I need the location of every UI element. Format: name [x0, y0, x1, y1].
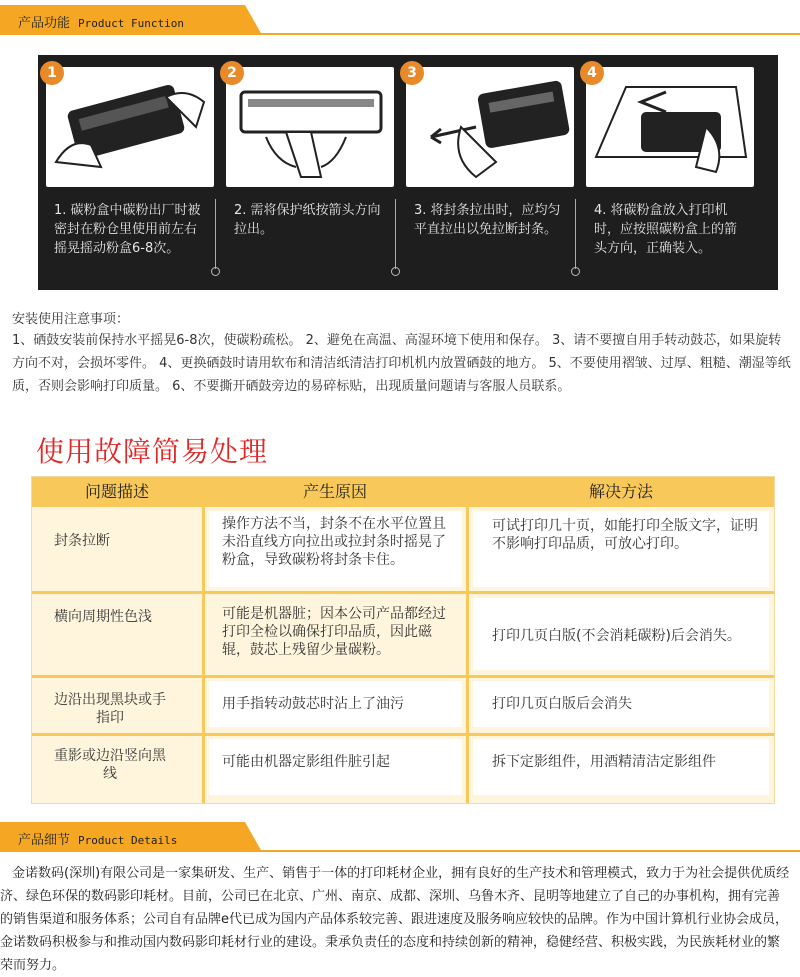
- insert-cartridge-illustration: [586, 67, 754, 187]
- table-row-4-cause: 可能由机器定影组件脏引起: [222, 754, 390, 770]
- row-divider: [32, 591, 774, 594]
- table-row-2-problem: 横向周期性色浅: [54, 609, 152, 625]
- step-divider: [575, 199, 576, 269]
- install-notes-body: 1、硒鼓安装前保持水平摇晃6-8次，使碳粉疏松。 2、避免在高温、高湿环境下使用和保存。 3、请不要擅自用手转动鼓芯，如果旋转方向不对，会损坏零件。 4、更换硒鼓时请用软布和清洁纸清洁打印机机内放置硒鼓的地方。 5、不要使用褶皱、过厚、粗糙、潮湿等纸质，否则会影响打印质量。 6、不要撕开硒鼓旁边的易碎标贴，出现质量问题请与客服人员联系。: [12, 333, 791, 394]
- step-4-caption: 4. 将碳粉盒放入打印机时，应按照碳粉盒上的箭头方向，正确装入。: [594, 203, 738, 256]
- table-row-3-cause: 用手指转动鼓芯时沾上了油污: [222, 696, 404, 712]
- table-row-2-cause: 可能是机器脏；因本公司产品都经过打印全检以确保打印品质，因此磁辊，鼓芯上残留少量碳粉。: [222, 606, 446, 658]
- troubleshooting-table: [31, 476, 775, 804]
- table-row-4-solution: 拆下定影组件，用酒精清洁定影组件: [492, 754, 716, 770]
- install-notes-title: 安装使用注意事项：: [12, 312, 130, 327]
- header-cause: 产生原因: [302, 482, 367, 501]
- row-divider: [32, 675, 774, 678]
- table-row-1-cause: 操作方法不当，封条不在水平位置且未沿直线方向拉出或拉封条时摇晃了粉盒，导致碳粉将封条卡住。: [222, 516, 446, 568]
- step-1: [40, 61, 220, 256]
- toner-shake-illustration: [46, 67, 214, 187]
- step-3: [400, 61, 580, 241]
- section-header-product-function: [0, 5, 800, 35]
- table-row-1-solution: 可试打印几十页，如能打印全版文字，证明不影响打印品质，可放心打印。: [492, 518, 758, 552]
- step-1-illustration: [46, 67, 214, 187]
- step-divider-dot: [391, 267, 400, 276]
- step-divider-dot: [211, 267, 220, 276]
- section-title-en: Product Function: [78, 17, 184, 30]
- header-problem: 问题描述: [84, 482, 149, 501]
- step-1-caption: 1. 碳粉盒中碳粉出厂时被密封在粉仓里使用前左右摇晃摇动粉盒6-8次。: [54, 203, 201, 256]
- column-divider: [202, 477, 205, 803]
- step-1-number-badge: 1: [40, 61, 64, 85]
- step-3-number-badge: 3: [400, 61, 424, 85]
- step-3-illustration: [406, 67, 574, 187]
- pull-seal-illustration: [406, 67, 574, 187]
- section-divider: [0, 33, 800, 35]
- step-4: [580, 61, 760, 256]
- table-row-4-problem: 重影或边沿竖向黑线: [54, 748, 166, 782]
- troubleshooting-title: 使用故障简易处理: [36, 435, 269, 468]
- section-header-product-details: [0, 822, 800, 852]
- step-2-number-badge: 2: [220, 61, 244, 85]
- step-divider: [395, 199, 396, 269]
- row-divider: [32, 733, 774, 736]
- section-divider: [0, 850, 800, 852]
- step-divider-dot: [571, 267, 580, 276]
- company-description: 金诺数码(深圳)有限公司是一家集研发、生产、销售于一体的打印耗材企业，拥有良好的生产技术和管理模式，致力于为社会提供优质经济、绿色环保的数码影印耗材。目前，公司已在北京、广州、南京、成都、深圳、乌鲁木齐、昆明等地建立了自己的办事机构，拥有完善的销售渠道和服务体系；公司自有品牌e代已成为国内产品体系较完善、跟进速度及服务响应较快的品牌。作为中国计算机行业协会成员，金诺数码积极参与和推动国内数码影印耗材行业的建设。秉承负责任的态度和持续创新的精神，稳健经营、积极实践，为民族耗材业的繁荣而努力。: [0, 866, 790, 973]
- table-row-3-solution: 打印几页白版后会消失: [492, 696, 632, 712]
- step-3-caption: 3. 将封条拉出时，应均匀平直拉出以免拉断封条。: [414, 203, 561, 237]
- remove-protective-paper-illustration: [226, 67, 394, 187]
- step-4-illustration: [586, 67, 754, 187]
- table-header-row: [32, 477, 774, 507]
- step-2: [220, 61, 400, 241]
- section-title-en: Product Details: [78, 834, 178, 847]
- step-4-number-badge: 4: [580, 61, 604, 85]
- table-row-3-problem: 边沿出现黑块或手指印: [54, 692, 166, 726]
- table-row-2-solution: 打印几页白版(不会消耗碳粉)后会消失。: [492, 628, 741, 644]
- section-title-cn: 产品功能: [18, 16, 71, 31]
- table-row-1-problem: 封条拉断: [54, 533, 110, 549]
- step-2-illustration: [226, 67, 394, 187]
- install-steps-panel: [38, 55, 778, 290]
- header-solution: 解决方法: [588, 482, 653, 501]
- step-divider: [215, 199, 216, 269]
- section-title-cn: 产品细节: [18, 833, 71, 848]
- column-divider: [466, 477, 469, 803]
- step-2-caption: 2. 需将保护纸按箭头方向拉出。: [234, 203, 381, 237]
